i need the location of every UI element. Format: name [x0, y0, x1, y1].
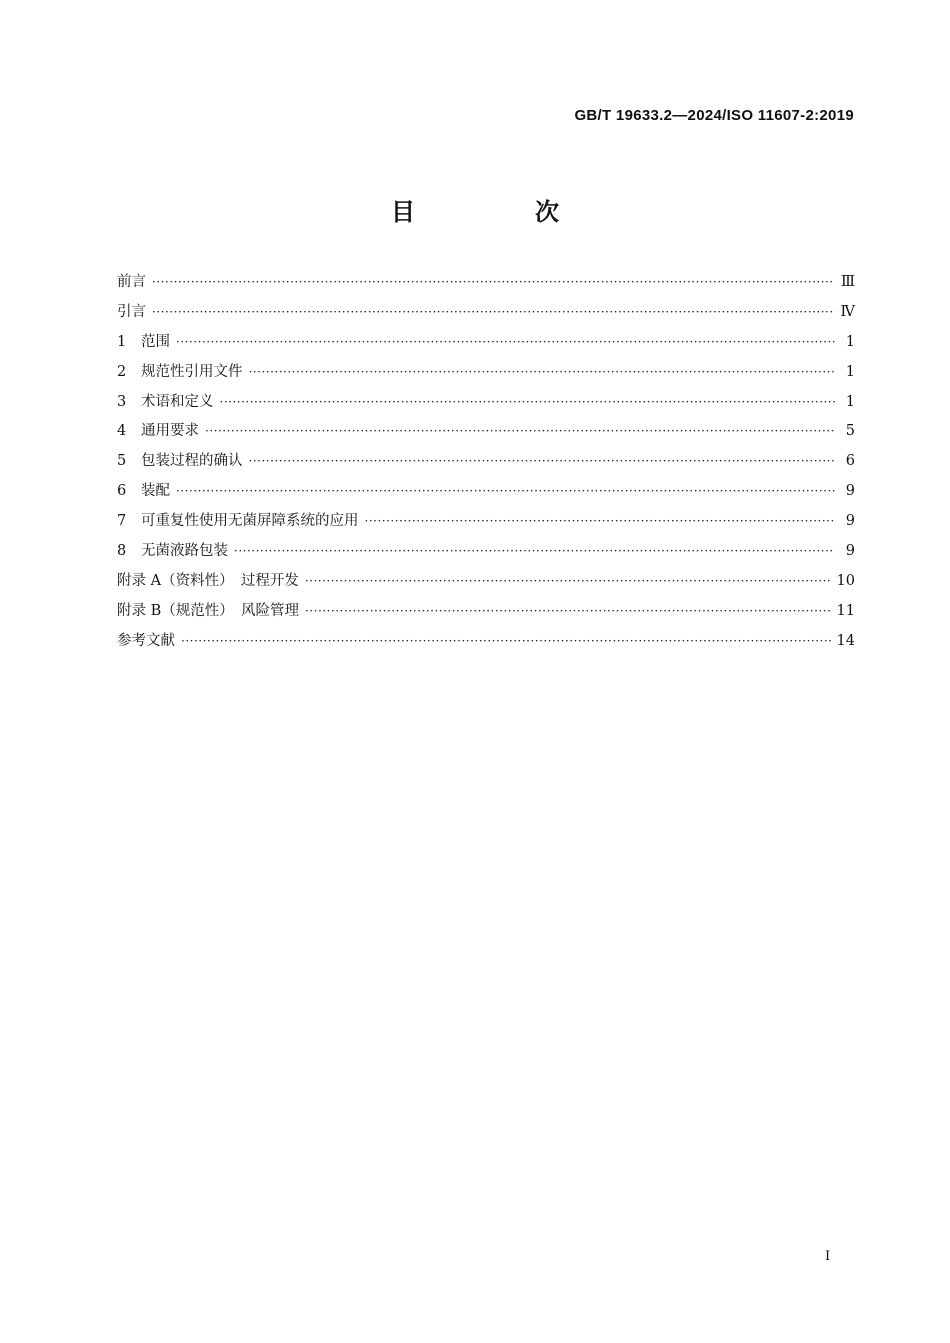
toc-entry-reusable-sbs[interactable]: [117, 507, 855, 537]
dot-leader: [365, 507, 836, 537]
toc-entry-page: 1: [845, 393, 855, 410]
toc-entry-number: 8: [117, 543, 127, 560]
toc-entry-label: 术语和定义: [141, 393, 214, 410]
dot-leader: [220, 388, 836, 418]
toc-entry-page: 9: [845, 513, 855, 530]
toc-entry-normative-references[interactable]: [117, 358, 855, 388]
toc-entry-label: 参考文献: [117, 632, 175, 649]
toc-entry-label: 附录 B（规范性） 风险管理: [117, 602, 300, 619]
toc-entry-page: 1: [845, 363, 855, 380]
toc-entry-scope[interactable]: [117, 328, 855, 358]
dot-leader: [152, 298, 835, 328]
toc-entry-label: 附录 A（资料性） 过程开发: [117, 572, 299, 589]
table-of-contents: [117, 268, 855, 657]
dot-leader: [249, 447, 836, 477]
toc-entry-page: 9: [845, 483, 855, 500]
toc-entry-label: 规范性引用文件: [141, 363, 243, 380]
dot-leader: [152, 268, 835, 298]
toc-entry-number: 1: [117, 333, 127, 350]
toc-entry-page: 9: [845, 543, 855, 560]
toc-entry-sterile-fluid-path[interactable]: [117, 537, 855, 567]
dot-leader: [176, 477, 835, 507]
toc-entry-bibliography[interactable]: [117, 627, 855, 657]
toc-entry-page: 11: [836, 602, 855, 619]
toc-entry-assembly[interactable]: [117, 477, 855, 507]
toc-entry-number: 6: [117, 483, 127, 500]
page-number: I: [825, 1249, 831, 1264]
toc-entry-label: 无菌液路包装: [141, 543, 228, 560]
toc-entry-number: 7: [117, 513, 127, 530]
toc-entry-number: 2: [117, 363, 127, 380]
dot-leader: [305, 567, 831, 597]
toc-entry-label: 包装过程的确认: [141, 453, 243, 470]
dot-leader: [249, 358, 836, 388]
dot-leader: [176, 328, 835, 358]
toc-entry-label: 前言: [117, 274, 146, 290]
dot-leader: [234, 537, 835, 567]
toc-entry-page: 10: [836, 572, 855, 589]
toc-entry-general-requirements[interactable]: [117, 417, 855, 447]
toc-entry-introduction[interactable]: [117, 298, 855, 328]
toc-entry-number: 4: [117, 423, 127, 440]
toc-title: 目 次: [391, 198, 607, 226]
dot-leader: [305, 597, 831, 627]
toc-entry-label: 装配: [141, 483, 170, 500]
toc-entry-annex-a[interactable]: [117, 567, 855, 597]
toc-entry-page: 6: [845, 453, 855, 470]
toc-entry-foreword[interactable]: [117, 268, 855, 298]
toc-entry-number: 3: [117, 393, 127, 410]
toc-entry-page: Ⅲ: [841, 274, 855, 290]
toc-entry-page: Ⅳ: [840, 303, 855, 320]
dot-leader: [205, 417, 835, 447]
toc-entry-label: 通用要求: [141, 423, 199, 440]
dot-leader: [181, 627, 831, 657]
toc-entry-validation[interactable]: [117, 447, 855, 477]
toc-entry-label: 可重复性使用无菌屏障系统的应用: [141, 513, 359, 530]
toc-entry-page: 1: [845, 333, 855, 350]
toc-entry-number: 5: [117, 453, 127, 470]
standard-number: GB/T 19633.2—2024/ISO 11607-2:2019: [574, 107, 854, 124]
toc-entry-terms-definitions[interactable]: [117, 388, 855, 418]
toc-entry-page: 14: [836, 632, 855, 649]
toc-entry-label: 范围: [141, 333, 170, 350]
toc-entry-label: 引言: [117, 303, 146, 320]
toc-entry-page: 5: [845, 423, 855, 440]
toc-entry-annex-b[interactable]: [117, 597, 855, 627]
